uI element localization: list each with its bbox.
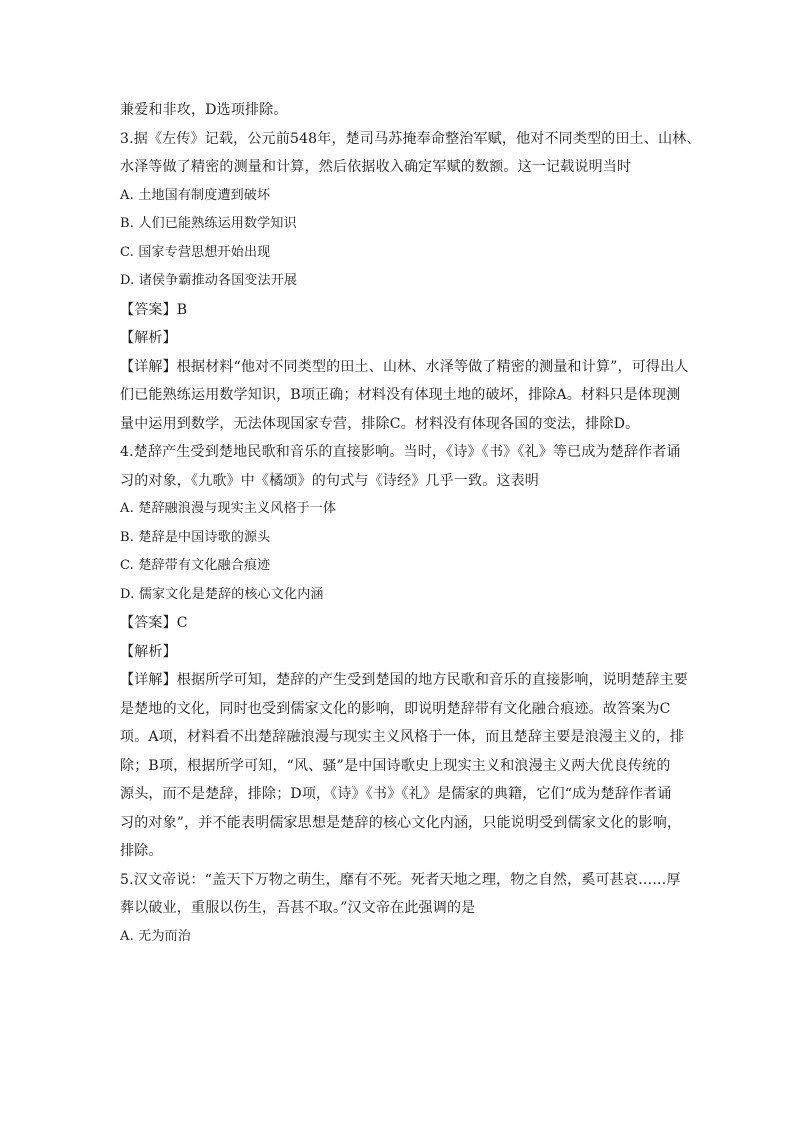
question-3-stem-cont: 水泽等做了精密的测量和计算，然后依据收入确定军赋的数额。这一记载说明当时	[120, 159, 632, 175]
body-text-line: 兼爱和非攻，D选项排除。	[120, 102, 288, 118]
question-4-stem: 4.楚辞产生受到楚地民歌和音乐的直接影响。当时，《诗》《书》《礼》等已成为楚辞作者诵	[120, 444, 681, 460]
question-5-option-a: A. 无为而治	[120, 928, 192, 944]
question-3-option-b: B. 人们已能熟练运用数学知识	[120, 216, 297, 231]
question-3-detail-cont: 量中运用到数学，无法体现国家专营，排除C。材料没有体现各国的变法，排除D。	[120, 415, 640, 432]
question-4-detail-cont: 习的对象”，并不能表明儒家思想是楚辞的核心文化内涵，只能说明受到儒家文化的影响，	[120, 814, 682, 831]
question-4-detail-cont: 是楚地的文化，同时也受到儒家文化的影响，即说明楚辞带有文化融合痕迹。故答案为C	[120, 700, 671, 717]
question-3-stem: 3.据《左传》记载，公元前548年，楚司马苏掩奉命整治军赋，他对不同类型的田土、山林、	[120, 130, 701, 147]
question-4-option-a: A. 楚辞融浪漫与现实主义风格于一体	[120, 501, 337, 516]
question-4-option-c: C. 楚辞带有文化融合痕迹	[120, 558, 271, 573]
question-4-detail-cont: 项。A项，材料看不出楚辞融浪漫与现实主义风格于一体，而且楚辞主要是浪漫主义的，排	[120, 729, 685, 745]
question-4-detail-cont: 排除。	[120, 843, 163, 859]
question-4-detail-cont: 除；B项，根据所学可知，“风、骚”是中国诗歌史上现实主义和浪漫主义两大优良传统的	[120, 757, 671, 774]
question-4-analysis-heading: 【解析】	[120, 643, 177, 660]
question-4-answer: 【答案】C	[120, 615, 188, 631]
question-3-option-c: C. 国家专营思想开始出现	[120, 244, 271, 260]
document-page	[120, 96, 701, 951]
question-4-detail-cont: 源头，而不是楚辞，排除；D项，《诗》《书》《礼》是儒家的典籍，它们“成为楚辞作者诵	[120, 786, 672, 802]
question-3-option-d: D. 诸侯争霸推动各国变法开展	[120, 273, 298, 288]
question-4-stem-cont: 习的对象，《九歌》中《橘颂》的句式与《诗经》几乎一致。这表明	[120, 472, 539, 489]
question-3-answer: 【答案】B	[120, 301, 188, 318]
question-4-option-d: D. 儒家文化是楚辞的核心文化内涵	[120, 586, 324, 602]
question-3-option-a: A. 土地国有制度遭到破坏	[120, 187, 271, 203]
question-4-detail: 【详解】根据所学可知，楚辞的产生受到楚国的地方民歌和音乐的直接影响，说明楚辞主要	[120, 672, 688, 688]
question-3-detail-cont: 们已能熟练运用数学知识，B项正确；材料没有体现土地的破坏，排除A。材料只是体现测	[120, 387, 681, 403]
question-3-analysis-heading: 【解析】	[120, 330, 177, 346]
question-3-detail: 【详解】根据材料“他对不同类型的田土、山林、水泽等做了精密的测量和计算”，可得出人	[120, 358, 689, 375]
question-5-stem: 5.汉文帝说：“盖天下万物之萌生，靡有不死。死者天地之理，物之自然，奚可甚哀……厚	[120, 871, 681, 888]
question-5-stem-cont: 葬以破业，重服以伤生，吾甚不取。”汉文帝在此强调的是	[120, 900, 476, 916]
question-4-option-b: B. 楚辞是中国诗歌的源头	[120, 529, 271, 545]
